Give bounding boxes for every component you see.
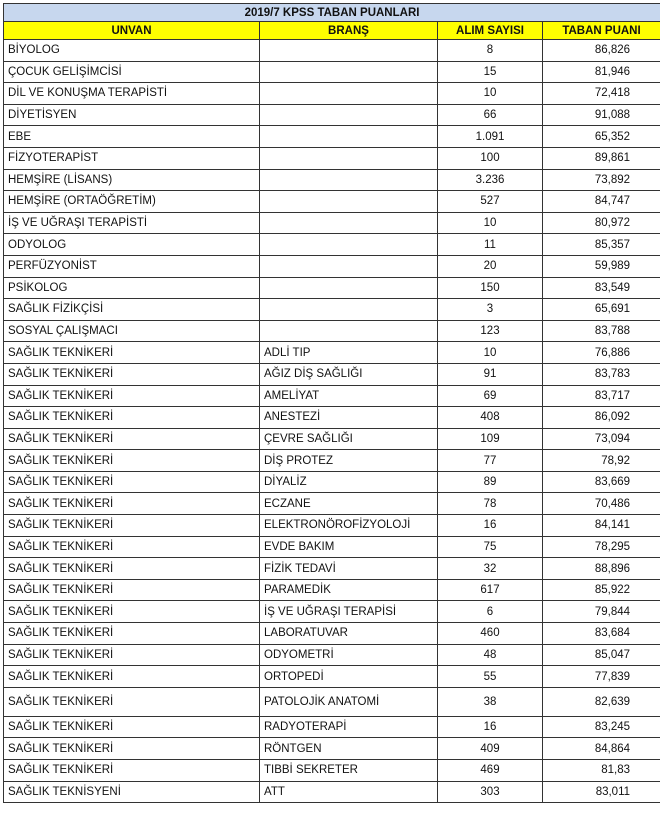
- cell-alim-sayisi: 10: [438, 342, 543, 364]
- table-row: [4, 781, 660, 803]
- table-row: [4, 385, 660, 407]
- cell-brans: ECZANE: [260, 493, 438, 515]
- table-row: [4, 471, 660, 493]
- cell-taban-puani: 83,783: [543, 363, 660, 385]
- cell-brans: ORTOPEDİ: [260, 666, 438, 688]
- cell-brans: ELEKTRONÖROFİZYOLOJİ: [260, 515, 438, 537]
- table-row: [4, 255, 660, 277]
- table-row: [4, 320, 660, 342]
- cell-brans: İŞ VE UĞRAŞI TERAPİSİ: [260, 601, 438, 623]
- header-brans: BRANŞ: [260, 22, 438, 40]
- table-row: [4, 169, 660, 191]
- header-unvan: UNVAN: [4, 22, 260, 40]
- cell-taban-puani: 78,295: [543, 536, 660, 558]
- cell-unvan: SAĞLIK TEKNİSYENİ: [4, 781, 260, 803]
- table-row: [4, 40, 660, 62]
- cell-taban-puani: 85,047: [543, 644, 660, 666]
- table-row: [4, 407, 660, 429]
- cell-taban-puani: 79,844: [543, 601, 660, 623]
- table-row: [4, 277, 660, 299]
- cell-unvan: SAĞLIK TEKNİKERİ: [4, 515, 260, 537]
- cell-alim-sayisi: 32: [438, 558, 543, 580]
- cell-brans: [260, 320, 438, 342]
- cell-brans: [260, 83, 438, 105]
- cell-brans: [260, 104, 438, 126]
- table-row: [4, 536, 660, 558]
- cell-taban-puani: 72,418: [543, 83, 660, 105]
- cell-taban-puani: 84,864: [543, 738, 660, 760]
- cell-brans: TIBBİ SEKRETER: [260, 760, 438, 782]
- cell-unvan: DİL VE KONUŞMA TERAPİSTİ: [4, 83, 260, 105]
- cell-taban-puani: 83,788: [543, 320, 660, 342]
- cell-taban-puani: 77,839: [543, 666, 660, 688]
- cell-unvan: HEMŞİRE (LİSANS): [4, 169, 260, 191]
- cell-unvan: ODYOLOG: [4, 234, 260, 256]
- cell-unvan: SAĞLIK TEKNİKERİ: [4, 385, 260, 407]
- cell-brans: AMELİYAT: [260, 385, 438, 407]
- cell-alim-sayisi: 75: [438, 536, 543, 558]
- cell-unvan: SAĞLIK TEKNİKERİ: [4, 738, 260, 760]
- cell-taban-puani: 82,639: [543, 687, 660, 716]
- table-row: [4, 666, 660, 688]
- cell-alim-sayisi: 11: [438, 234, 543, 256]
- cell-brans: [260, 234, 438, 256]
- cell-brans: RÖNTGEN: [260, 738, 438, 760]
- cell-brans: [260, 191, 438, 213]
- table-row: [4, 738, 660, 760]
- cell-unvan: SAĞLIK TEKNİKERİ: [4, 623, 260, 645]
- cell-taban-puani: 65,691: [543, 299, 660, 321]
- cell-unvan: SAĞLIK TEKNİKERİ: [4, 407, 260, 429]
- cell-alim-sayisi: 1.091: [438, 126, 543, 148]
- cell-brans: PATOLOJİK ANATOMİ: [260, 687, 438, 716]
- cell-taban-puani: 84,141: [543, 515, 660, 537]
- cell-brans: RADYOTERAPİ: [260, 716, 438, 738]
- table-row: [4, 579, 660, 601]
- header-alim-sayisi: ALIM SAYISI: [438, 22, 543, 40]
- cell-brans: AĞIZ DİŞ SAĞLIĞI: [260, 363, 438, 385]
- cell-taban-puani: 83,717: [543, 385, 660, 407]
- cell-alim-sayisi: 150: [438, 277, 543, 299]
- cell-unvan: SAĞLIK TEKNİKERİ: [4, 716, 260, 738]
- cell-unvan: EBE: [4, 126, 260, 148]
- cell-taban-puani: 88,896: [543, 558, 660, 580]
- cell-alim-sayisi: 6: [438, 601, 543, 623]
- cell-unvan: BİYOLOG: [4, 40, 260, 62]
- cell-alim-sayisi: 409: [438, 738, 543, 760]
- cell-unvan: PSİKOLOG: [4, 277, 260, 299]
- table-row: [4, 687, 660, 716]
- cell-unvan: SAĞLIK TEKNİKERİ: [4, 428, 260, 450]
- cell-alim-sayisi: 69: [438, 385, 543, 407]
- cell-alim-sayisi: 55: [438, 666, 543, 688]
- cell-taban-puani: 86,826: [543, 40, 660, 62]
- cell-alim-sayisi: 469: [438, 760, 543, 782]
- cell-alim-sayisi: 109: [438, 428, 543, 450]
- table-row: [4, 760, 660, 782]
- cell-taban-puani: 83,245: [543, 716, 660, 738]
- cell-unvan: SAĞLIK TEKNİKERİ: [4, 493, 260, 515]
- cell-taban-puani: 73,892: [543, 169, 660, 191]
- cell-unvan: SAĞLIK TEKNİKERİ: [4, 363, 260, 385]
- table-title: 2019/7 KPSS TABAN PUANLARI: [4, 4, 660, 22]
- cell-brans: ADLİ TIP: [260, 342, 438, 364]
- cell-unvan: SAĞLIK TEKNİKERİ: [4, 644, 260, 666]
- cell-taban-puani: 84,747: [543, 191, 660, 213]
- table-row: [4, 623, 660, 645]
- cell-unvan: SAĞLIK TEKNİKERİ: [4, 342, 260, 364]
- cell-alim-sayisi: 3: [438, 299, 543, 321]
- cell-alim-sayisi: 48: [438, 644, 543, 666]
- cell-alim-sayisi: 527: [438, 191, 543, 213]
- cell-alim-sayisi: 10: [438, 83, 543, 105]
- cell-brans: [260, 147, 438, 169]
- cell-alim-sayisi: 408: [438, 407, 543, 429]
- cell-taban-puani: 73,094: [543, 428, 660, 450]
- cell-alim-sayisi: 10: [438, 212, 543, 234]
- cell-brans: ANESTEZİ: [260, 407, 438, 429]
- cell-alim-sayisi: 77: [438, 450, 543, 472]
- table-row: [4, 601, 660, 623]
- cell-alim-sayisi: 89: [438, 471, 543, 493]
- cell-unvan: SAĞLIK TEKNİKERİ: [4, 536, 260, 558]
- cell-brans: ODYOMETRİ: [260, 644, 438, 666]
- cell-unvan: SAĞLIK TEKNİKERİ: [4, 450, 260, 472]
- cell-brans: [260, 61, 438, 83]
- title-row: [4, 4, 660, 22]
- cell-unvan: HEMŞİRE (ORTAÖĞRETİM): [4, 191, 260, 213]
- table-row: [4, 299, 660, 321]
- table-row: [4, 83, 660, 105]
- table-row: [4, 515, 660, 537]
- table-row: [4, 716, 660, 738]
- table-row: [4, 450, 660, 472]
- cell-taban-puani: 91,088: [543, 104, 660, 126]
- cell-alim-sayisi: 100: [438, 147, 543, 169]
- cell-unvan: SAĞLIK TEKNİKERİ: [4, 666, 260, 688]
- cell-taban-puani: 70,486: [543, 493, 660, 515]
- table-row: [4, 147, 660, 169]
- cell-alim-sayisi: 8: [438, 40, 543, 62]
- cell-unvan: SAĞLIK TEKNİKERİ: [4, 601, 260, 623]
- cell-brans: DİŞ PROTEZ: [260, 450, 438, 472]
- cell-taban-puani: 85,357: [543, 234, 660, 256]
- cell-alim-sayisi: 16: [438, 515, 543, 537]
- cell-taban-puani: 89,861: [543, 147, 660, 169]
- table-row: [4, 61, 660, 83]
- cell-brans: [260, 126, 438, 148]
- cell-unvan: SAĞLIK FİZİKÇİSİ: [4, 299, 260, 321]
- cell-taban-puani: 81,83: [543, 760, 660, 782]
- cell-taban-puani: 83,669: [543, 471, 660, 493]
- table-row: [4, 104, 660, 126]
- cell-taban-puani: 83,549: [543, 277, 660, 299]
- cell-brans: [260, 277, 438, 299]
- header-row: [4, 22, 660, 40]
- cell-brans: [260, 40, 438, 62]
- cell-alim-sayisi: 66: [438, 104, 543, 126]
- cell-alim-sayisi: 20: [438, 255, 543, 277]
- spreadsheet: [3, 3, 660, 803]
- cell-brans: EVDE BAKIM: [260, 536, 438, 558]
- cell-alim-sayisi: 3.236: [438, 169, 543, 191]
- cell-taban-puani: 86,092: [543, 407, 660, 429]
- cell-unvan: SAĞLIK TEKNİKERİ: [4, 558, 260, 580]
- cell-unvan: İŞ VE UĞRAŞI TERAPİSTİ: [4, 212, 260, 234]
- cell-unvan: FİZYOTERAPİST: [4, 147, 260, 169]
- cell-brans: ÇEVRE SAĞLIĞI: [260, 428, 438, 450]
- cell-brans: [260, 299, 438, 321]
- cell-unvan: ÇOCUK GELİŞİMCİSİ: [4, 61, 260, 83]
- cell-brans: PARAMEDİK: [260, 579, 438, 601]
- cell-brans: [260, 255, 438, 277]
- cell-alim-sayisi: 78: [438, 493, 543, 515]
- cell-taban-puani: 85,922: [543, 579, 660, 601]
- cell-brans: ATT: [260, 781, 438, 803]
- table-row: [4, 428, 660, 450]
- cell-taban-puani: 81,946: [543, 61, 660, 83]
- cell-unvan: SAĞLIK TEKNİKERİ: [4, 471, 260, 493]
- cell-unvan: SAĞLIK TEKNİKERİ: [4, 760, 260, 782]
- table-row: [4, 212, 660, 234]
- cell-taban-puani: 78,92: [543, 450, 660, 472]
- cell-taban-puani: 83,011: [543, 781, 660, 803]
- cell-unvan: SOSYAL ÇALIŞMACI: [4, 320, 260, 342]
- cell-unvan: DİYETİSYEN: [4, 104, 260, 126]
- cell-alim-sayisi: 303: [438, 781, 543, 803]
- cell-alim-sayisi: 460: [438, 623, 543, 645]
- table-row: [4, 558, 660, 580]
- cell-brans: LABORATUVAR: [260, 623, 438, 645]
- cell-taban-puani: 76,886: [543, 342, 660, 364]
- header-taban-puani: TABAN PUANI: [543, 22, 660, 40]
- table-row: [4, 493, 660, 515]
- cell-alim-sayisi: 123: [438, 320, 543, 342]
- cell-unvan: SAĞLIK TEKNİKERİ: [4, 579, 260, 601]
- cell-alim-sayisi: 16: [438, 716, 543, 738]
- cell-alim-sayisi: 91: [438, 363, 543, 385]
- cell-brans: FİZİK TEDAVİ: [260, 558, 438, 580]
- cell-alim-sayisi: 38: [438, 687, 543, 716]
- cell-alim-sayisi: 15: [438, 61, 543, 83]
- table-row: [4, 191, 660, 213]
- cell-taban-puani: 65,352: [543, 126, 660, 148]
- table-row: [4, 126, 660, 148]
- table-row: [4, 234, 660, 256]
- table-row: [4, 644, 660, 666]
- score-table: [3, 3, 660, 803]
- cell-brans: [260, 169, 438, 191]
- cell-taban-puani: 80,972: [543, 212, 660, 234]
- cell-unvan: SAĞLIK TEKNİKERİ: [4, 687, 260, 716]
- table-row: [4, 342, 660, 364]
- cell-alim-sayisi: 617: [438, 579, 543, 601]
- cell-brans: DİYALİZ: [260, 471, 438, 493]
- cell-brans: [260, 212, 438, 234]
- table-row: [4, 363, 660, 385]
- cell-taban-puani: 83,684: [543, 623, 660, 645]
- cell-unvan: PERFÜZYONİST: [4, 255, 260, 277]
- cell-taban-puani: 59,989: [543, 255, 660, 277]
